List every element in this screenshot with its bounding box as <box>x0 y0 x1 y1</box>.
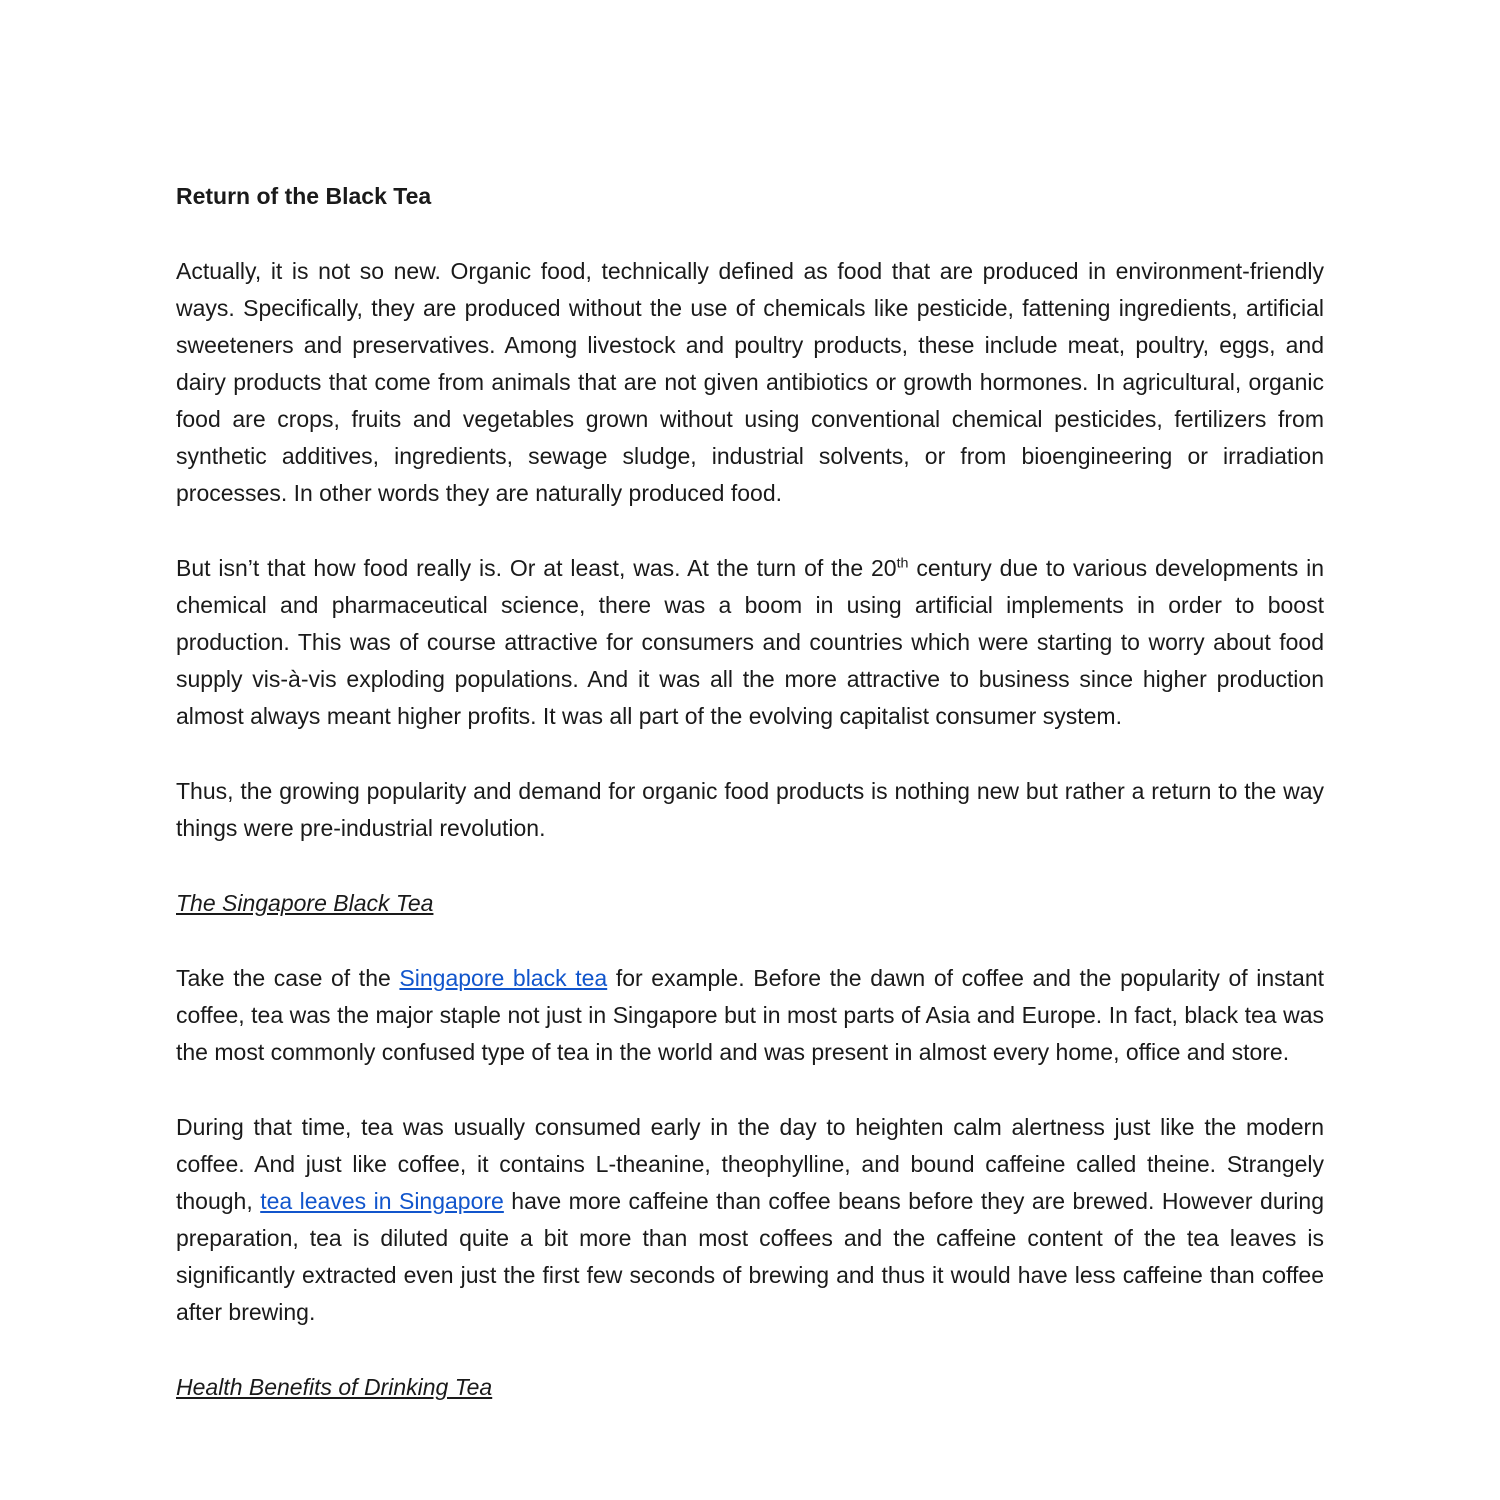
paragraph-text: for example. Before the dawn of coffee and the popularity of instant coffee, tea was the major staple not just in Singapore but in most parts of Asia and Europe. In fact, black tea was the most commonly confused type of tea in the world and was present in almost every home, office and store. <box>176 965 1325 1065</box>
paragraph-text: have more caffeine than coffee beans before they are brewed. However during preparation, tea is diluted quite a bit more than most coffees and the caffeine content of the tea leaves is significantly extracted even just the first few seconds of brewing and thus it would have less caffeine than coffee after brewing. <box>176 1188 1324 1325</box>
paragraph-during-that-time <box>176 1109 1324 1331</box>
paragraph-text: Take the case of the <box>176 965 400 991</box>
section-heading-singapore-black-tea: The Singapore Black Tea <box>176 890 434 916</box>
paragraph-20th-century <box>176 550 1324 735</box>
link-tea-leaves-in-singapore[interactable]: tea leaves in Singapore <box>260 1188 504 1214</box>
link-singapore-black-tea[interactable]: Singapore black tea <box>399 965 608 991</box>
section-heading-health-benefits: Health Benefits of Drinking Tea <box>176 1374 493 1400</box>
paragraph-text: But isn’t that how food really is. Or at least, was. At the turn of the 20 <box>176 555 897 581</box>
document-title: Return of the Black Tea <box>176 183 432 209</box>
paragraph-text: During that time, tea was usually consumed early in the day to heighten calm alertness just like the modern coffee. And just like coffee, it contains L-theanine, theophylline, and bound caffeine called theine. Strangely though, <box>176 1114 1324 1214</box>
superscript-th: th <box>896 555 909 572</box>
paragraph-organic-food-definition: Actually, it is not so new. Organic food, technically defined as food that are produced in environment-friendly ways. Specifically, they are produced without the use of chemicals like pesticide, fattening ingredients, artificial sweeteners and preservatives. Among livestock and poultry products, these include meat, poultry, eggs, and dairy products that come from animals that are not given antibiotics or growth hormones. In agricultural, organic food are crops, fruits and vegetables grown without using conventional chemical pesticides, fertilizers from synthetic additives, ingredients, sewage sludge, industrial solvents, or from bioengineering or irradiation processes. In other words they are naturally produced food. <box>176 258 1324 506</box>
paragraph-take-the-case <box>176 960 1324 1071</box>
paragraph-text: century due to various developments in chemical and pharmaceutical science, there was a boom in using artificial implements in order to boost production. This was of course attractive for consumers and countries which were starting to worry about food supply vis-à-vis exploding populations. And it was all the more attractive to business since higher production almost always meant higher profits. It was all part of the evolving capitalist consumer system. <box>176 555 1324 729</box>
paragraph-growing-popularity: Thus, the growing popularity and demand for organic food products is nothing new but rather a return to the way things were pre-industrial revolution. <box>176 778 1324 841</box>
